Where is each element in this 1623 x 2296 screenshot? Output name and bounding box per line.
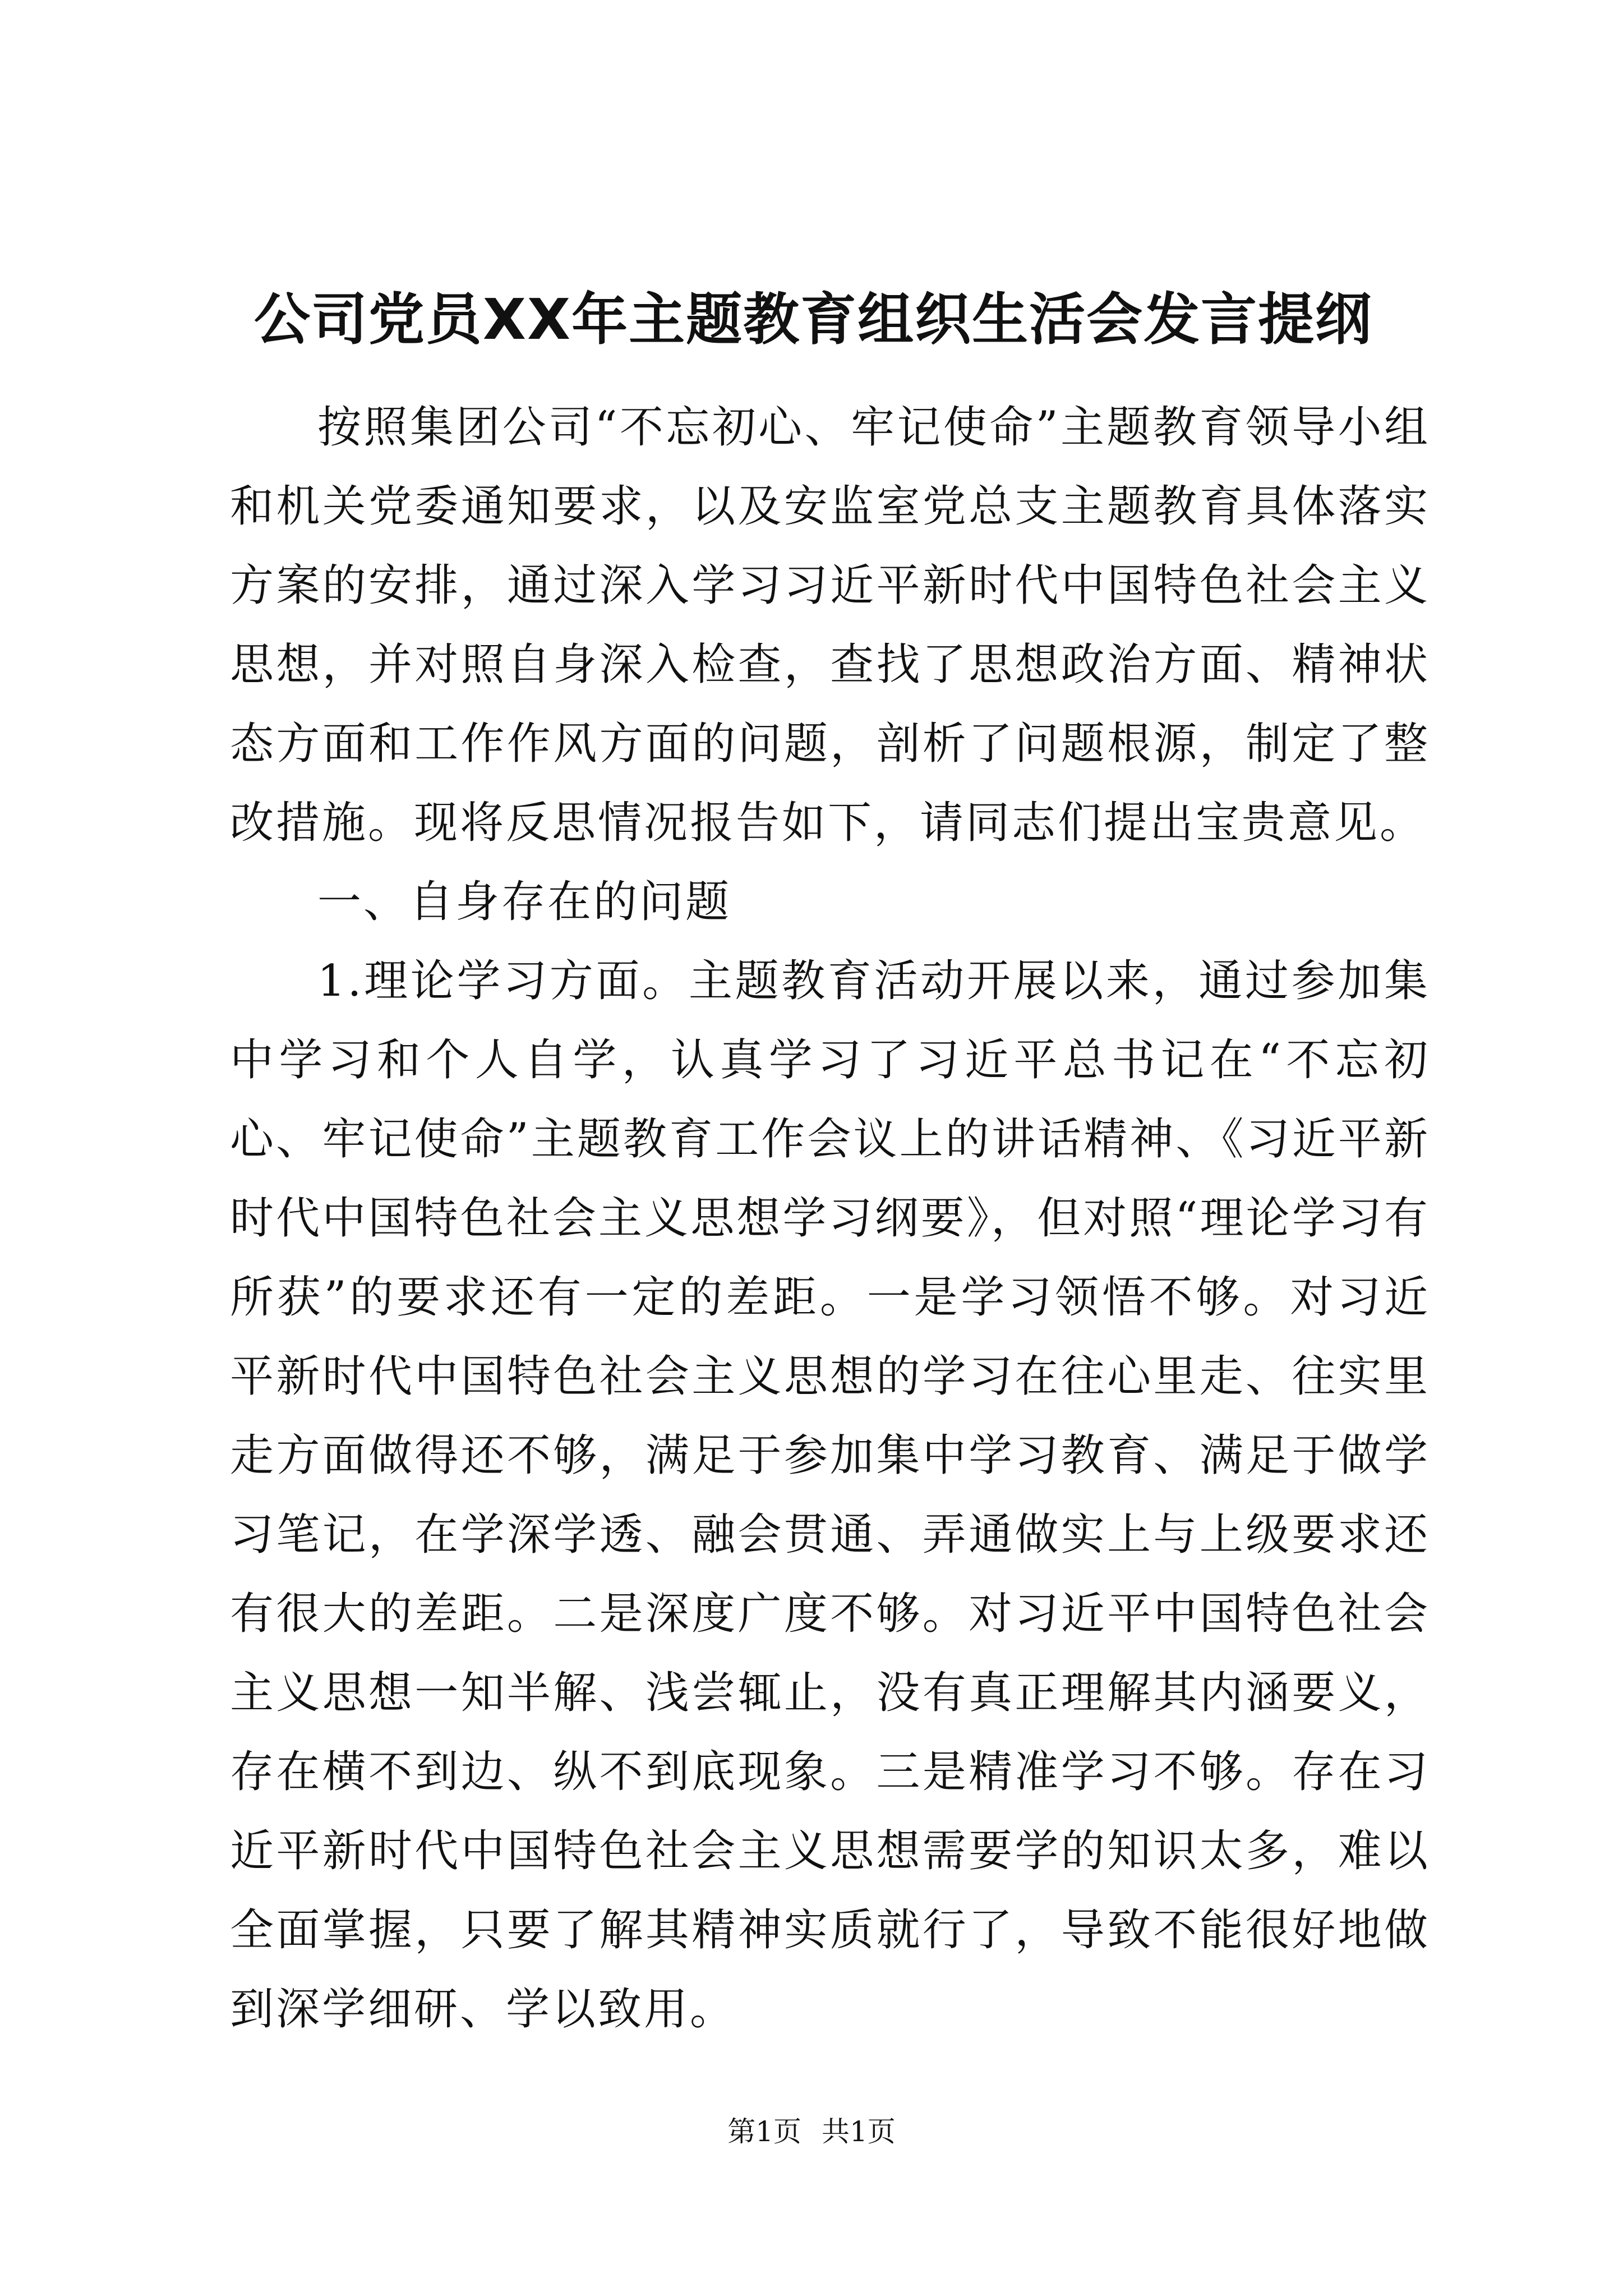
intro-paragraph: 按照集团公司“不忘初心、牢记使命”主题教育领导小组和机关党委通知要求，以及安监室党总支主题教育具体落实方案的安排，通过深入学习习近平新时代中国特色社会主义思想，并对照自身深入检查，查找了思想政治方面、精神状态方面和工作作风方面的问题，剖析了问题根源，制定了整改措施。现将反思情况报告如下，请同志们提出宝贵意见。 [230, 402, 1430, 848]
document-title: 公司党员XX年主题教育组织生活会发言提纲 [253, 287, 1373, 352]
section-heading: 一、自身存在的问题 [317, 877, 732, 927]
document-body [230, 388, 1430, 2049]
page-total: 共1页 [822, 2115, 896, 2148]
page-number: 第1页 [727, 2115, 801, 2148]
theory-study-paragraph: 1.理论学习方面。主题教育活动开展以来，通过参加集中学习和个人自学，认真学习了习近平总书记在“不忘初心、牢记使命”主题教育工作会议上的讲话精神、《习近平新时代中国特色社会主义思想学习纲要》，但对照“理论学习有所获”的要求还有一定的差距。一是学习领悟不够。对习近平新时代中国特色社会主义思想的学习在往心里走、往实里走方面做得还不够，满足于参加集中学习教育、满足于做学习笔记，在学深学透、融会贯通、弄通做实上与上级要求还有很大的差距。二是深度广度不够。对习近平中国特色社会主义思想一知半解、浅尝辄止，没有真正理解其内涵要义，存在横不到边、纵不到底现象。三是精准学习不够。存在习近平新时代中国特色社会主义思想需要学的知识太多，难以全面掌握，只要了解其精神实质就行了，导致不能很好地做到深学细研、学以致用。 [230, 956, 1430, 2035]
page-footer [0, 2112, 1623, 2151]
